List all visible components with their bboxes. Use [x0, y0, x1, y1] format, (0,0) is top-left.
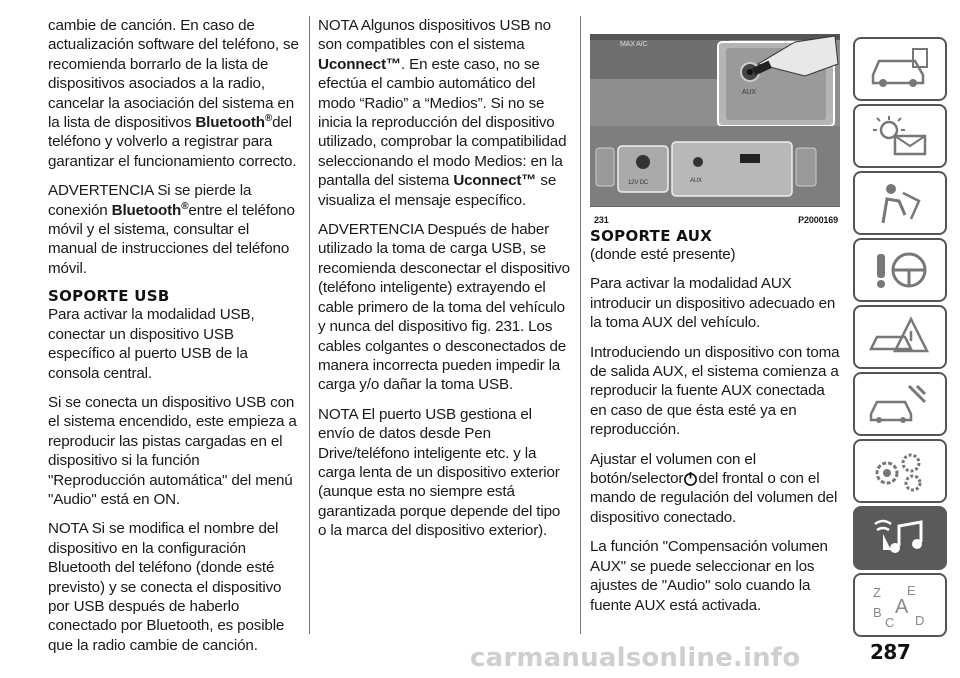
- figure-code: P2000169: [798, 215, 838, 225]
- paragraph: ADVERTENCIA Después de haber utilizado la toma de carga USB, se recomienda desconectar el dispositivo (teléfono inteligente) extrayendo el cable primero de la toma del vehículo y nunca del dispositivo fig. 231. Los cables colgantes o desconectados de manera incorrecta pueden impedir la carga y/o dañar la toma USB.: [318, 221, 570, 394]
- paragraph: [318, 16, 570, 210]
- paragraph: [590, 450, 840, 528]
- index-letter: D: [915, 613, 925, 628]
- text-column-2: [318, 16, 570, 551]
- aux-bottom-label: AUX: [690, 178, 702, 184]
- text: ADVERTENCIA Si se pierde la conexión: [48, 182, 252, 219]
- paragraph: La función "Compensación volumen AUX" se puede seleccionar en los ajustes de "Audio" solo cuando la fuente AUX está activada.: [590, 538, 828, 614]
- tab-emergency[interactable]: [853, 305, 947, 369]
- tab-warning-lights[interactable]: [853, 104, 947, 168]
- index-letter: C: [885, 615, 895, 629]
- index-letter: A: [895, 596, 909, 618]
- uconnect-term: Uconnect™: [318, 55, 402, 73]
- section-heading-aux: SOPORTE AUX: [590, 227, 713, 245]
- bluetooth-term: Bluetooth®: [195, 113, 273, 132]
- 12v-label: 12V DC: [628, 180, 649, 186]
- paragraph: Para activar la modalidad AUX introducir un dispositivo adecuado en la toma AUX del vehículo.: [590, 275, 836, 332]
- index-letter: E: [907, 583, 916, 598]
- paragraph: Introduciendo un dispositivo con toma de salida AUX, el sistema comienza a reproducir la fuente AUX conectada en caso de que ésta esté ya en reproducción.: [590, 343, 840, 439]
- tab-car-overview[interactable]: [853, 37, 947, 101]
- text: . En este caso, no se efectúa el cambio automático del modo “Radio” a “Medios”. Si no se inicia la reproducción del dispositivo utilizado, comprobar la compatibilidad seleccionando el modo Medios: en la pantalla del sistema: [318, 55, 567, 190]
- tab-safety[interactable]: [853, 171, 947, 235]
- figure-231-aux-usb-ports: [590, 34, 840, 206]
- text: del frontal o con el mando de regulación del volumen del dispositivo conectado.: [590, 470, 838, 526]
- column-divider: [309, 16, 310, 634]
- tab-index[interactable]: [853, 573, 947, 637]
- maintenance-icon: [865, 380, 935, 428]
- starting-driving-icon: [865, 246, 935, 294]
- text: Bluetooth: [111, 201, 182, 219]
- paragraph: [48, 181, 300, 278]
- figure-number: 231: [594, 215, 609, 225]
- paragraph: Para activar la modalidad USB, conectar un dispositivo USB específico al puerto USB de la consola central.: [48, 306, 255, 382]
- index-icon: [865, 581, 935, 629]
- console-photo: [590, 34, 840, 206]
- text: Ajustar el volumen con el botón/selector: [590, 450, 756, 488]
- tab-starting-driving[interactable]: [853, 238, 947, 302]
- figure-caption: [590, 206, 840, 226]
- paragraph: NOTA Si se modifica el nombre del dispositivo en la configuración Bluetooth del teléfono (donde esté previsto) y se conecta el dispositivo por USB después de haberlo conectado por Bluetooth, es posible que la radio cambie de canción.: [48, 520, 285, 654]
- bluetooth-term: Bluetooth®: [111, 200, 189, 219]
- warning-lights-icon: [865, 112, 935, 160]
- text: se visualiza el mensaje específico.: [318, 172, 557, 209]
- tab-multimedia[interactable]: [853, 506, 947, 570]
- chapter-tabs: [853, 37, 947, 640]
- paragraph: [48, 16, 300, 171]
- power-knob-icon: [683, 471, 698, 486]
- safety-airbag-icon: [865, 179, 935, 227]
- page-number: 287: [870, 640, 911, 664]
- text: NOTA Algunos dispositivos USB no son compatibles con el sistema: [318, 17, 551, 54]
- tab-specifications[interactable]: [853, 439, 947, 503]
- index-letter: B: [873, 605, 882, 620]
- uconnect-term: Uconnect™: [453, 172, 537, 190]
- emergency-icon: [865, 313, 935, 361]
- paragraph: Si se conecta un dispositivo USB con el sistema encendido, este empieza a reproducir las pistas cargadas en el dispositivo si la función "Reproducción automática" del menú "Audio" está en ON.: [48, 393, 297, 508]
- column-divider: [580, 16, 581, 634]
- section-heading-usb: SOPORTE USB: [48, 287, 170, 306]
- tab-maintenance[interactable]: [853, 372, 947, 436]
- paragraph: NOTA El puerto USB gestiona el envío de datos desde Pen Drive/teléfono inteligente etc. y la carga lenta de un dispositivo exterior (aunque esta no siempre está garantizada porque depende del tipo o la marca del dispositivo exterior).: [318, 405, 561, 540]
- ac-label: MAX A/C: [620, 41, 648, 48]
- car-overview-icon: [865, 45, 935, 93]
- watermark: carmanualsonline.info: [470, 643, 801, 673]
- text: del teléfono y volverlo a registrar para garantizar el funcionamiento correcto.: [48, 114, 297, 170]
- text: entre el teléfono móvil y el sistema, consultar el manual de instrucciones del teléfono móvil.: [48, 201, 295, 277]
- text: cambie de canción. En caso de actualización software del teléfono, se recomienda borrarlo de la lista de dispositivos asociados a la radio, cancelar la asociación del sistema en la lista de dispositivos: [48, 17, 299, 132]
- text-column-3: [590, 34, 840, 625]
- multimedia-icon: [865, 514, 935, 562]
- aux-top-label: AUX: [742, 89, 756, 96]
- subtitle: (donde esté presente): [590, 246, 736, 263]
- index-letter: Z: [873, 585, 881, 600]
- text: Bluetooth: [195, 114, 265, 132]
- specifications-icon: [865, 447, 935, 495]
- text-column-1: [48, 16, 300, 665]
